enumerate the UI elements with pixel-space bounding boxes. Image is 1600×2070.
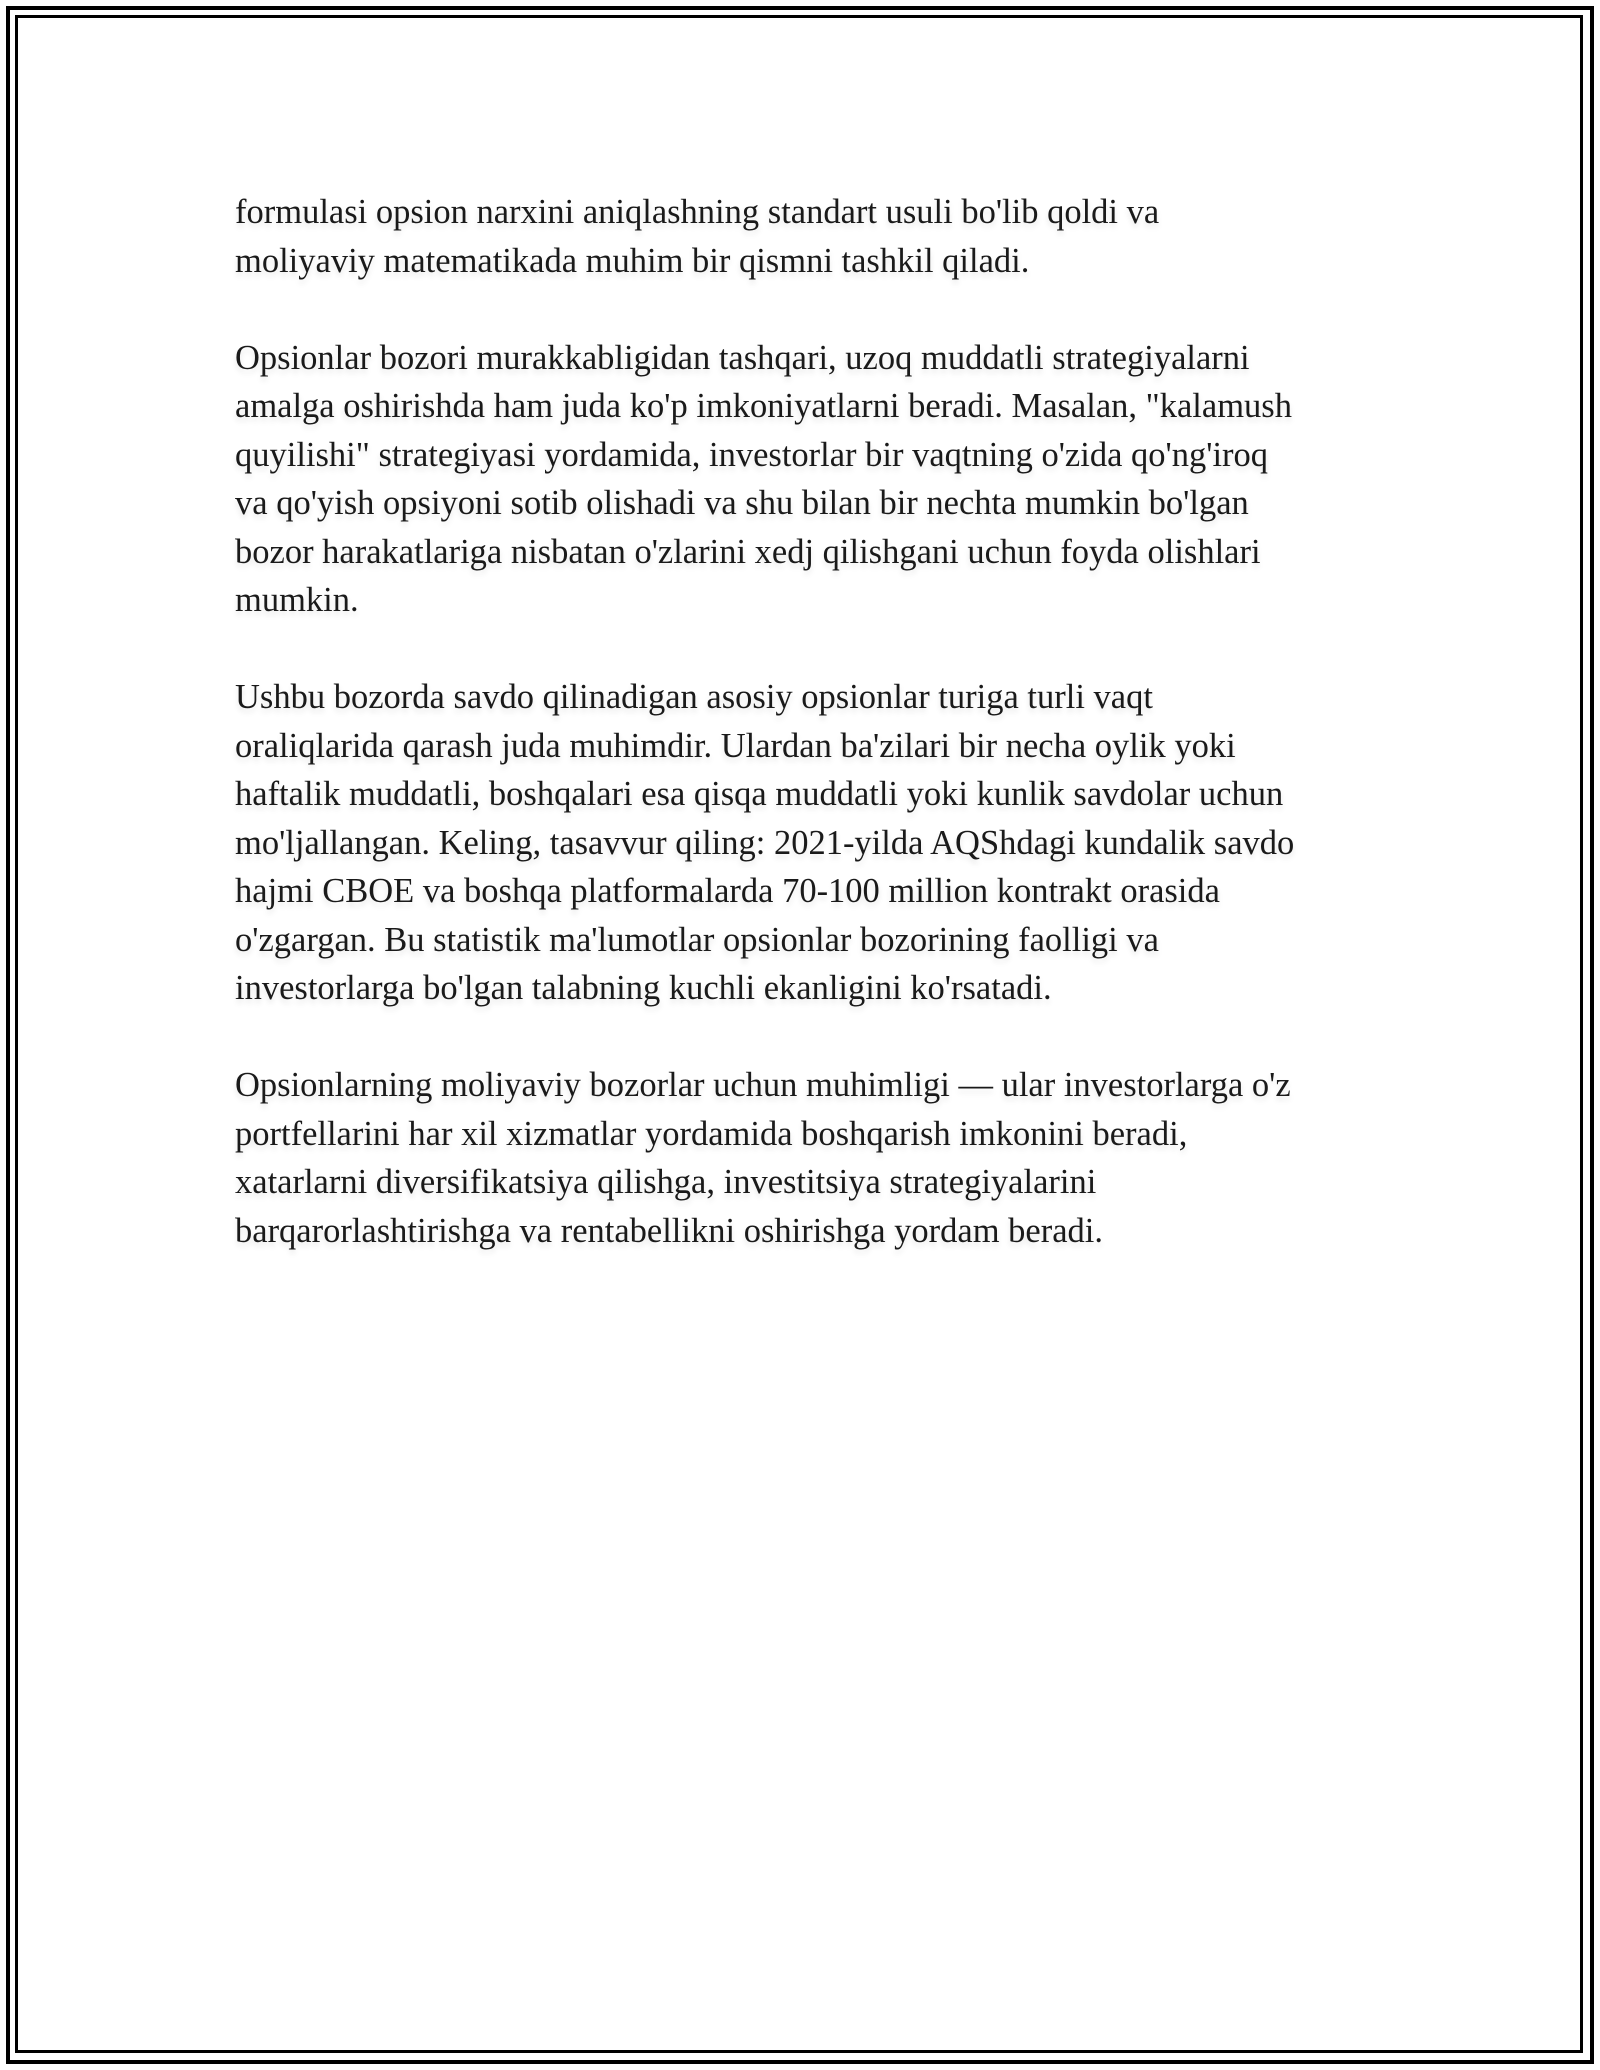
text-line: amalga oshirishda ham juda ko'p imkoniyatlarni beradi. Masalan, "kalamush — [235, 387, 1292, 425]
text-line: bozor harakatlariga nisbatan o'zlarini xedj qilishgani uchun foyda olishlari — [235, 532, 1261, 571]
document-body — [235, 188, 1375, 1304]
text-line: va qo'yish opsiyoni sotib olishadi va shu bilan bir nechta mumkin bo'lgan — [235, 484, 1249, 522]
text-line: hajmi CBOE va boshqa platformalarda 70-100 million kontrakt orasida — [235, 872, 1220, 910]
text-line: o'zgargan. Bu statistik ma'lumotlar opsionlar bozorining faolligi va — [235, 920, 1159, 959]
paragraph-4 — [235, 1061, 1375, 1255]
text-line: investorlarga bo'lgan talabning kuchli ekanligini ko'rsatadi. — [235, 969, 1052, 1007]
paragraph-2 — [235, 334, 1375, 625]
paragraph-1 — [235, 188, 1375, 285]
text-line: barqarorlashtirishga va rentabellikni oshirishga yordam beradi. — [235, 1211, 1103, 1250]
text-line: haftalik muddatli, boshqalari esa qisqa muddatli yoki kunlik savdolar uchun — [235, 775, 1284, 813]
text-line: xatarlarni diversifikatsiya qilishga, investitsiya strategiyalarini — [235, 1163, 1097, 1201]
text-line: portfellarini har xil xizmatlar yordamida boshqarish imkonini beradi, — [235, 1114, 1188, 1153]
text-line: mumkin. — [235, 581, 359, 619]
paragraph-3 — [235, 673, 1375, 1013]
text-line: mo'ljallangan. Keling, tasavvur qiling: 2021-yilda AQShdagi kundalik savdo — [235, 823, 1295, 862]
text-line: Ushbu bozorda savdo qilinadigan asosiy opsionlar turiga turli vaqt — [235, 678, 1153, 716]
text-line: Opsionlarning moliyaviy bozorlar uchun muhimligi — ular investorlarga o'z — [235, 1066, 1291, 1104]
text-line: oraliqlarida qarash juda muhimdir. Ulardan ba'zilari bir necha oylik yoki — [235, 726, 1236, 765]
text-line: formulasi opsion narxini aniqlashning standart usuli bo'lib qoldi va — [235, 193, 1160, 231]
text-line: moliyaviy matematikada muhim bir qismni tashkil qiladi. — [235, 241, 1030, 280]
text-line: Opsionlar bozori murakkabligidan tashqari, uzoq muddatli strategiyalarni — [235, 338, 1250, 377]
text-line: quyilishi" strategiyasi yordamida, investorlar bir vaqtning o'zida qo'ng'iroq — [235, 435, 1269, 474]
